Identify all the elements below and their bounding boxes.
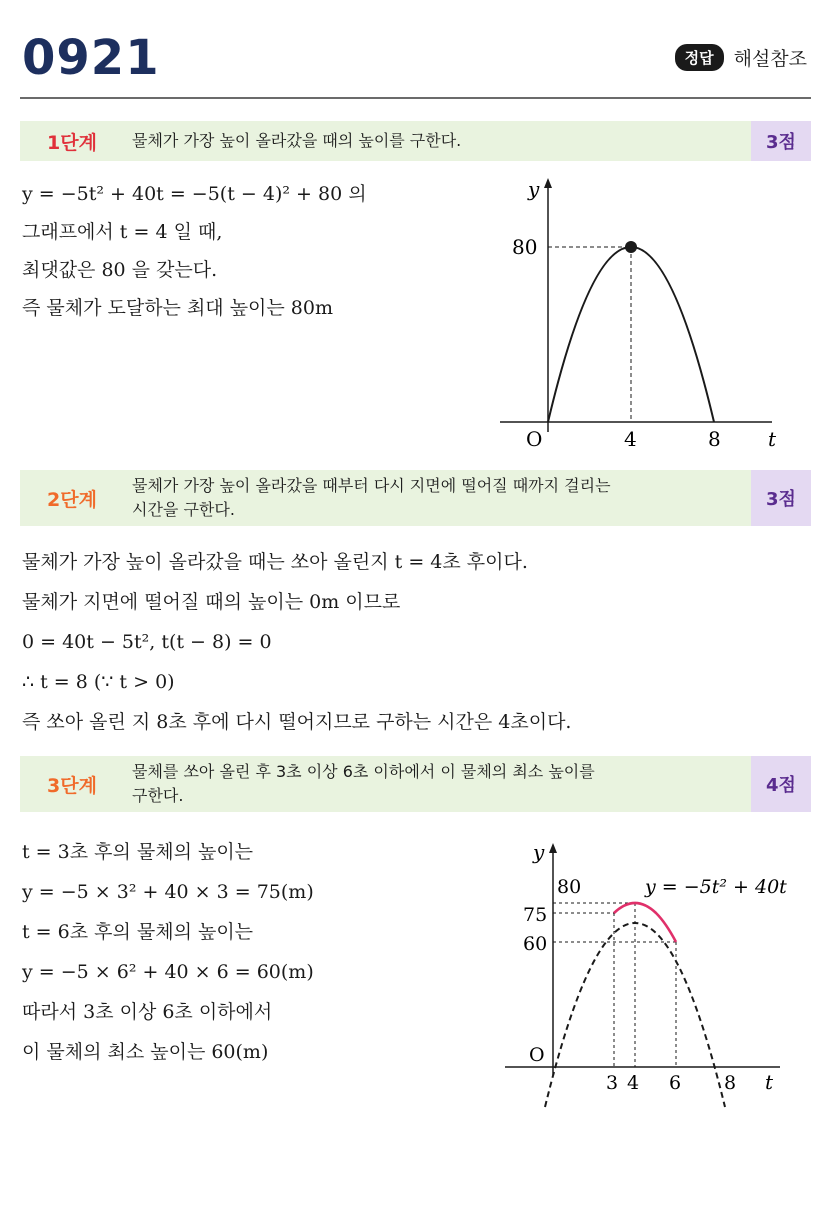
step-3-line: 따라서 3초 이상 6초 이하에서 xyxy=(22,1001,273,1023)
step-2-body xyxy=(22,542,571,742)
step-2-line: 물체가 가장 높이 올라갔을 때는 쏘아 올린지 t = 4초 후이다. xyxy=(22,551,528,573)
step-3-line: y = −5 × 3² + 40 × 3 = 75(m) xyxy=(22,881,314,903)
step-2-description-line: 시간을 구한다. xyxy=(132,500,235,519)
root-label: 8 xyxy=(708,427,721,451)
problem-number: 0921 xyxy=(22,30,160,86)
y-axis-arrow xyxy=(544,178,552,188)
step-3-description-line: 구한다. xyxy=(132,786,184,805)
t-label-6: 6 xyxy=(669,1072,682,1094)
header-divider xyxy=(20,97,811,99)
step-1-label: 1단계 xyxy=(47,131,97,154)
origin-label: O xyxy=(526,427,543,451)
graph-1 xyxy=(500,172,790,452)
step-2-description xyxy=(124,474,751,522)
answer-reference xyxy=(675,44,807,71)
y-label-80: 80 xyxy=(557,876,582,898)
origin-label: O xyxy=(529,1044,545,1066)
step-3-body xyxy=(22,832,314,1072)
step-1-line: 그래프에서 t = 4 일 때, xyxy=(22,221,223,243)
step-2-description-line: 물체가 가장 높이 올라갔을 때부터 다시 지면에 떨어질 때까지 걸리는 xyxy=(132,476,611,495)
step-1-body xyxy=(22,175,367,327)
y-label-75: 75 xyxy=(523,904,548,926)
answer-badge: 정답 xyxy=(675,44,724,71)
step-1-line: y = −5t² + 40t = −5(t − 4)² + 80 의 xyxy=(22,183,367,205)
step-1-bar xyxy=(20,121,811,161)
step-2-line: 즉 쏘아 올린 지 8초 후에 다시 떨어지므로 구하는 시간은 4초이다. xyxy=(22,711,572,733)
step-3-label: 3단계 xyxy=(47,774,97,797)
vertex-t-label: 4 xyxy=(624,427,637,451)
t-axis-label: t xyxy=(765,1070,774,1094)
y-axis-arrow xyxy=(549,843,557,853)
y-label-60: 60 xyxy=(523,933,548,955)
step-3-description-line: 물체를 쏘아 올린 후 3초 이상 6초 이하에서 이 물체의 최소 높이를 xyxy=(132,762,595,781)
highlight-segment xyxy=(614,903,676,942)
vertex-point xyxy=(625,241,637,253)
graph-2 xyxy=(505,835,805,1115)
step-2-label: 2단계 xyxy=(47,488,97,511)
step-3-line: t = 3초 후의 물체의 높이는 xyxy=(22,841,254,863)
step-3-line: 이 물체의 최소 높이는 60(m) xyxy=(22,1041,269,1063)
step-2-line: 0 = 40t − 5t², t(t − 8) = 0 xyxy=(22,631,272,653)
y-axis-label: y xyxy=(533,840,545,864)
step-2-bar xyxy=(20,470,811,526)
step-3-bar xyxy=(20,756,811,812)
reference-text: 해설참조 xyxy=(733,48,807,70)
max-label: 80 xyxy=(512,235,538,259)
step-2-line: 물체가 지면에 떨어질 때의 높이는 0m 이므로 xyxy=(22,591,401,613)
step-2-line: ∴ t = 8 (∵ t > 0) xyxy=(22,671,175,693)
step-2-score: 3점 xyxy=(751,470,811,526)
step-1-line: 즉 물체가 도달하는 최대 높이는 80m xyxy=(22,297,333,319)
t-axis-label: t xyxy=(768,427,777,451)
step-3-line: y = −5 × 6² + 40 × 6 = 60(m) xyxy=(22,961,314,983)
step-1-description: 물체가 가장 높이 올라갔을 때의 높이를 구한다. xyxy=(132,131,462,150)
t-label-8: 8 xyxy=(724,1072,737,1094)
y-axis-label: y xyxy=(528,177,540,201)
t-label-3: 3 xyxy=(606,1072,619,1094)
step-3-description xyxy=(124,760,751,808)
step-1-score: 3점 xyxy=(751,121,811,161)
step-3-score: 4점 xyxy=(751,756,811,812)
equation-label: y = −5t² + 40t xyxy=(645,876,787,898)
step-1-line: 최댓값은 80 을 갖는다. xyxy=(22,259,218,281)
t-label-4: 4 xyxy=(627,1072,640,1094)
step-3-line: t = 6초 후의 물체의 높이는 xyxy=(22,921,254,943)
